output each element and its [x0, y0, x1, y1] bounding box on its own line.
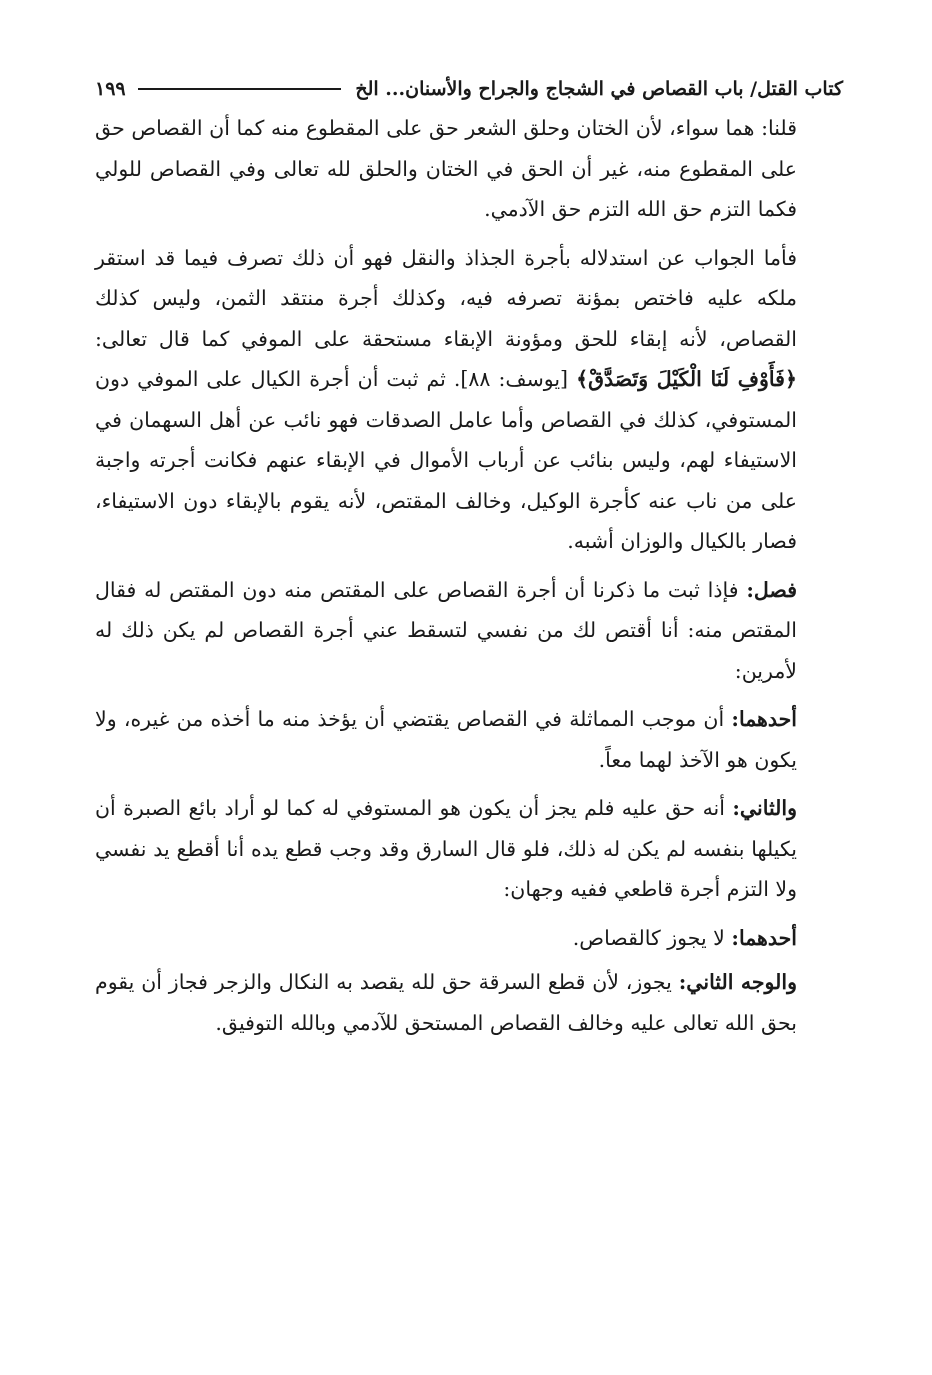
paragraph-lead: والوجه الثاني: — [678, 970, 797, 994]
paragraph-text: فإذا ثبت ما ذكرنا أن أجرة القصاص على المقتص منه دون المقتص له فقال المقتص منه: أنا أقتص لك من نفسي لتسقط عني أجرة القصاص لم يكن ذلك له لأمرين: — [95, 577, 797, 683]
paragraph-text: أن موجب المماثلة في القصاص يقتضي أن يؤخذ منه ما أخذه من غيره، ولا يكون هو الآخذ لهما معاً. — [95, 707, 797, 772]
header-title: كتاب القتل/ باب القصاص في الشجاج والجراح والأسنان... الخ — [355, 78, 843, 100]
paragraph-lead: أحدهما: — [731, 707, 797, 731]
paragraph-text: لا يجوز كالقصاص. — [572, 925, 732, 950]
paragraph-text: يجوز، لأن قطع السرقة حق لله يقصد به النكال والزجر فجاز أن يقوم بحق الله تعالى عليه وخالف القصاص المستحق للآدمي وبالله التوفيق. — [95, 970, 797, 1035]
paragraph-reply — [95, 108, 843, 230]
header-rule — [138, 88, 342, 90]
paragraph-section — [95, 570, 843, 692]
document-page — [95, 72, 843, 1051]
section-lead: فصل: — [746, 577, 797, 602]
paragraph-text: قلنا: هما سواء، لأن الختان وحلق الشعر حق على المقطوع منه كما أن القصاص حق على المقطوع منه، غير أن الحق في الختان والحلق لله تعالى وفي القصاص للولي فكما التزم حق الله التزم حق الآدمي. — [95, 116, 797, 221]
paragraph-lead: أحدهما: — [731, 925, 797, 950]
paragraph-second-reason — [95, 788, 843, 910]
running-header — [95, 72, 843, 106]
paragraph-first-reason — [95, 699, 843, 780]
paragraph-first-view — [95, 918, 843, 959]
paragraph-text: أنه حق عليه فلم يجز أن يكون هو المستوفي له كما لو أراد بائع الصبرة أن يكيلها بنفسه لم يكن له ذلك، فلو قال السارق وقد وجب قطع يده أنا أقطع يد نفسي ولا التزم أجرة قاطعي ففيه وجهان: — [95, 796, 797, 901]
paragraph-second-view — [95, 962, 843, 1043]
quran-verse: ﴿فَأَوْفِ لَنَا الْكَيْلَ وَتَصَدَّقْ﴾ — [576, 367, 797, 391]
paragraph-answer — [95, 238, 843, 562]
paragraph-lead: والثاني: — [732, 796, 797, 820]
page-number: ١٩٩ — [95, 78, 126, 100]
paragraph-text: فأما الجواب عن استدلاله بأجرة الجذاذ والنقل فهو أن ذلك تصرف فيما قد استقر ملكه عليه فاختص بمؤنة تصرفه فيه، وكذلك أجرة منتقد الثمن، وليس كذلك القصاص، لأنه إبقاء للحق ومؤونة الإبقاء مستحقة على الموفي كما قال تعالى: — [95, 245, 797, 351]
paragraph-text: [يوسف: ٨٨]. ثم ثبت أن أجرة الكيال على الموفي دون المستوفي، كذلك في القصاص وأما عامل الصدقات فهو نائب عن أهل السهمان في الاستيفاء لهم، وليس بنائب عن أرباب الأموال في الإبقاء عنهم فكانت أجرته واجبة على من ناب عنه كأجرة الوكيل، وخالف المقتص، لأنه يقوم بالإبقاء دون الاستيفاء، فصار بالكيال والوزان أشبه. — [95, 367, 797, 553]
